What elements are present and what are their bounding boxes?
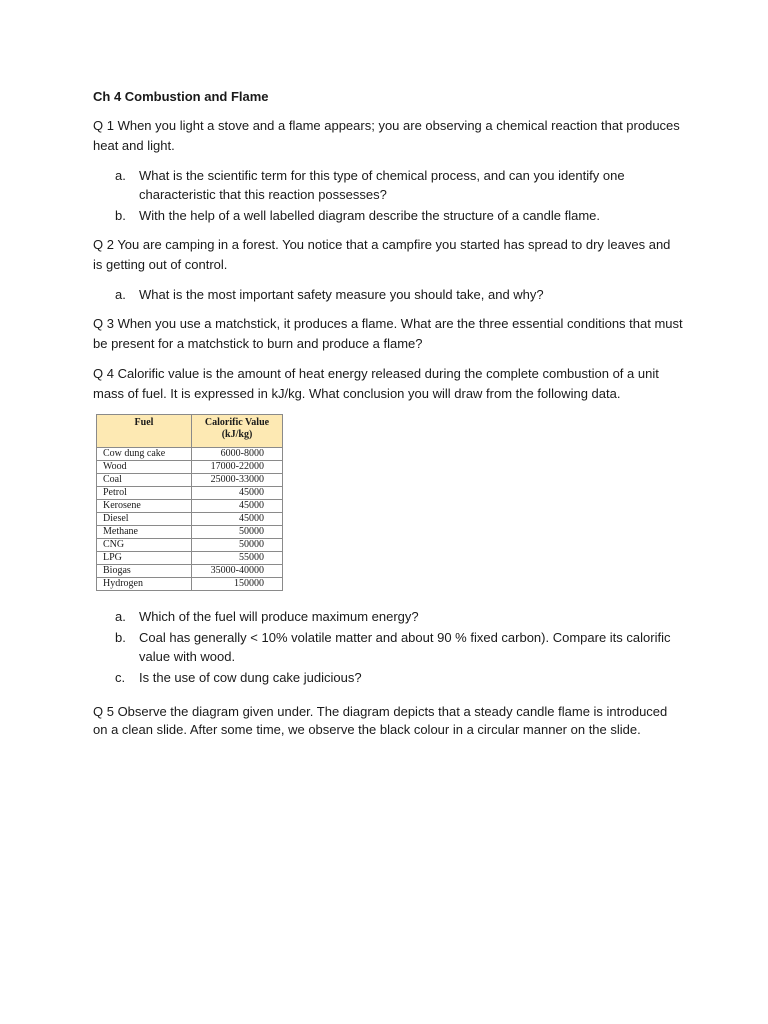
table-row <box>97 578 283 591</box>
part-text: What is the most important safety measure you should take, and why? <box>139 287 544 302</box>
calorific-value-table <box>96 414 283 591</box>
table-row <box>97 539 283 552</box>
table-row <box>97 461 283 474</box>
table-row <box>97 448 283 461</box>
part-marker: a. <box>115 168 126 183</box>
value-cell: 50000 <box>192 539 283 552</box>
question-4-subparts <box>93 607 683 687</box>
question-2: Q 2 You are camping in a forest. You notice that a campfire you started has spread to dry leaves and is getting out of control. <box>93 237 671 272</box>
fuel-cell: Wood <box>97 461 192 474</box>
fuel-cell: Petrol <box>97 487 192 500</box>
part-text: Is the use of cow dung cake judicious? <box>139 670 362 685</box>
question-4-part-c <box>93 668 683 687</box>
header-fuel: Fuel <box>97 415 192 448</box>
part-text: What is the scientific term for this type of chemical process, and can you identify one characteristic that this reaction possesses? <box>139 168 625 202</box>
value-cell: 35000-40000 <box>192 565 283 578</box>
question-5: Q 5 Observe the diagram given under. The diagram depicts that a steady candle flame is introduced on a clean slide. After some time, we observe the black colour in a circular manner on the slide. <box>93 704 668 737</box>
fuel-cell: LPG <box>97 552 192 565</box>
question-1-part-b <box>93 206 683 225</box>
question-2-part-a <box>93 285 683 304</box>
part-marker: c. <box>115 670 126 685</box>
value-cell: 17000-22000 <box>192 461 283 474</box>
fuel-cell: Cow dung cake <box>97 448 192 461</box>
value-cell: 25000-33000 <box>192 474 283 487</box>
value-cell: 50000 <box>192 526 283 539</box>
value-cell: 150000 <box>192 578 283 591</box>
part-marker: b. <box>115 208 126 223</box>
value-cell: 6000-8000 <box>192 448 283 461</box>
table-row <box>97 500 283 513</box>
question-4-part-b <box>93 628 683 666</box>
header-calorific-value <box>192 415 283 448</box>
question-1: Q 1 When you light a stove and a flame appears; you are observing a chemical reaction that produces heat and light. <box>93 118 680 153</box>
fuel-cell: Kerosene <box>97 500 192 513</box>
fuel-cell: Coal <box>97 474 192 487</box>
question-2-subparts <box>93 285 683 304</box>
table-row <box>97 565 283 578</box>
fuel-cell: Diesel <box>97 513 192 526</box>
value-cell: 45000 <box>192 487 283 500</box>
question-4: Q 4 Calorific value is the amount of heat energy released during the complete combustion of a unit mass of fuel. It is expressed in kJ/kg. What conclusion you will draw from the following data. <box>93 366 659 401</box>
header-value-line-2: (kJ/kg) <box>221 429 253 440</box>
fuel-cell: Hydrogen <box>97 578 192 591</box>
part-marker: a. <box>115 287 126 302</box>
table-row <box>97 552 283 565</box>
part-text: Coal has generally < 10% volatile matter and about 90 % fixed carbon). Compare its calorific value with wood. <box>139 630 671 664</box>
header-value-line-1: Calorific Value <box>204 417 270 428</box>
question-1-part-a <box>93 166 683 204</box>
question-3: Q 3 When you use a matchstick, it produces a flame. What are the three essential conditions that must be present for a matchstick to burn and produce a flame? <box>93 316 683 351</box>
table-row <box>97 513 283 526</box>
value-cell: 45000 <box>192 513 283 526</box>
question-4-part-a <box>93 607 683 626</box>
part-marker: b. <box>115 630 126 645</box>
fuel-cell: Methane <box>97 526 192 539</box>
chapter-title: Ch 4 Combustion and Flame <box>93 89 269 104</box>
table-row <box>97 526 283 539</box>
question-1-subparts <box>93 166 683 225</box>
part-text: With the help of a well labelled diagram describe the structure of a candle flame. <box>139 208 601 223</box>
value-cell: 55000 <box>192 552 283 565</box>
fuel-cell: CNG <box>97 539 192 552</box>
fuel-cell: Biogas <box>97 565 192 578</box>
value-cell: 45000 <box>192 500 283 513</box>
part-text: Which of the fuel will produce maximum energy? <box>139 609 419 624</box>
document-content <box>93 88 683 749</box>
table-row <box>97 474 283 487</box>
table-header-row <box>97 415 283 448</box>
table-row <box>97 487 283 500</box>
part-marker: a. <box>115 609 126 624</box>
